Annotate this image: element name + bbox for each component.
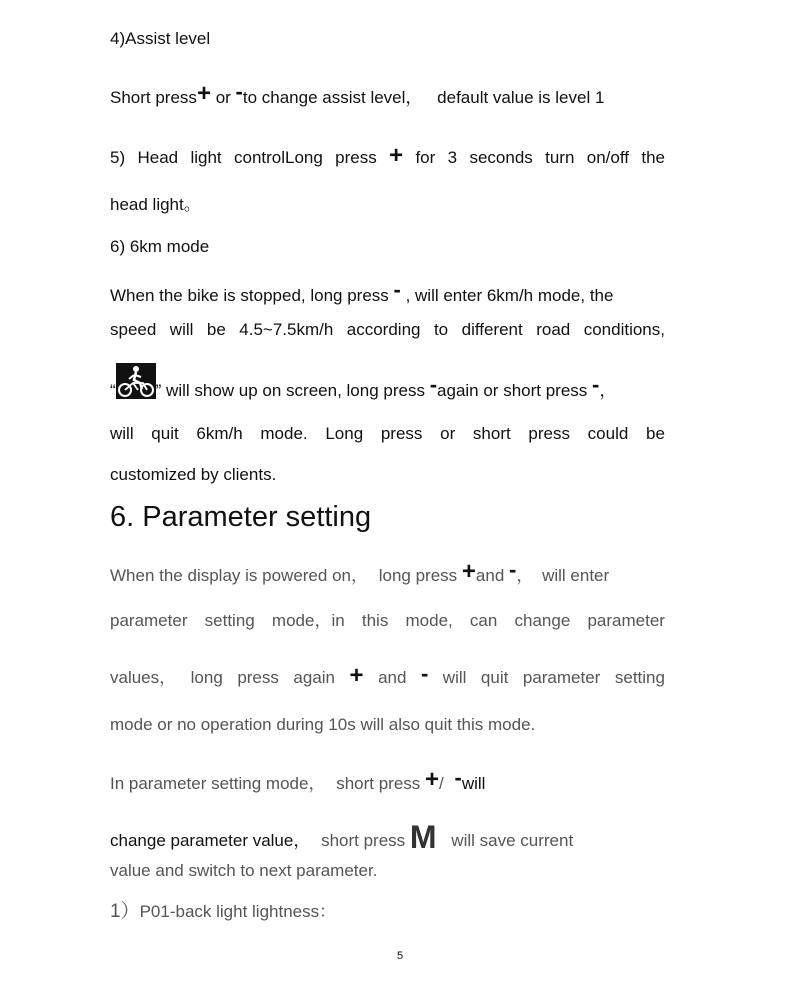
manual-page	[110, 0, 665, 1000]
word: will	[110, 424, 134, 443]
assist-text-1: Short press	[110, 88, 197, 107]
word: parameter	[587, 611, 665, 630]
sixkm-text: again or short press	[437, 381, 588, 400]
assist-level-text	[110, 79, 665, 109]
word: be	[646, 424, 665, 443]
minus-symbol: -	[429, 372, 438, 397]
word: Long	[325, 424, 364, 443]
sixkm-title: 6) 6km mode	[110, 237, 210, 256]
word: can	[469, 611, 498, 630]
param-line-6	[110, 819, 665, 855]
word: and	[378, 668, 407, 687]
word: this	[361, 611, 389, 630]
word: change	[514, 611, 571, 630]
minus-symbol: -	[420, 661, 429, 686]
p01-item	[110, 901, 665, 923]
word: Head	[137, 148, 179, 167]
open-quote: “	[110, 381, 116, 400]
param-line-3	[110, 661, 665, 689]
param-text: short press	[321, 831, 406, 850]
word: seconds	[469, 148, 533, 167]
word: controlLong	[233, 148, 323, 167]
fullwidth-comma: ，	[599, 381, 617, 400]
word: to	[433, 320, 449, 339]
assist-level-title: 4)Assist level	[110, 29, 211, 48]
plus-symbol: +	[389, 142, 404, 169]
word: press	[335, 148, 377, 167]
word: conditions,	[583, 320, 665, 339]
word: 4.5~7.5km/h	[239, 320, 334, 339]
parameter-setting-heading: 6. Parameter setting	[110, 501, 372, 533]
param-line-7: value and switch to next parameter.	[110, 861, 378, 880]
word: for	[415, 148, 436, 167]
word: press	[528, 424, 570, 443]
param-line-2	[110, 610, 665, 632]
page-number: 5	[396, 950, 404, 962]
param-line-1	[110, 557, 665, 587]
headlight-line-1	[110, 142, 665, 169]
walk-assist-bike-icon	[116, 379, 156, 405]
word: be	[206, 320, 226, 339]
word: light	[190, 148, 222, 167]
param-text: will enter	[542, 566, 610, 585]
assist-text-2: or	[215, 88, 231, 107]
headlight-line-2: head light。	[110, 195, 201, 214]
word: on/off	[586, 148, 629, 167]
word: setting	[614, 668, 665, 687]
word: could	[587, 424, 629, 443]
param-text: long press	[378, 566, 458, 585]
item-number: 1）	[110, 901, 140, 922]
fullwidth-comma: ，	[516, 566, 534, 585]
slash: /	[439, 774, 444, 793]
word: short	[472, 424, 511, 443]
word: parameter	[110, 611, 188, 630]
param-text: will save current	[451, 831, 574, 850]
word: setting	[204, 611, 255, 630]
param-text: and	[475, 566, 505, 585]
sixkm-text: When the bike is stopped, long press	[110, 286, 389, 305]
minus-symbol: -	[454, 765, 462, 790]
m-button-symbol: M	[409, 819, 437, 855]
word: according	[346, 320, 421, 339]
word: values，	[110, 668, 177, 687]
sixkm-text: , will enter 6km/h mode, the	[405, 286, 614, 305]
minus-symbol: -	[509, 557, 517, 582]
word: press	[237, 668, 279, 687]
minus-symbol: -	[592, 372, 600, 397]
sixkm-text: ” will show up on screen, long press	[155, 381, 425, 400]
param-line-5	[110, 765, 665, 795]
word: quit	[480, 668, 509, 687]
word: parameter	[522, 668, 601, 687]
word: turn	[545, 148, 575, 167]
word: or	[440, 424, 456, 443]
word: press	[380, 424, 423, 443]
word: 5)	[110, 148, 126, 167]
word: long	[190, 668, 223, 687]
word: road	[536, 320, 571, 339]
param-text: change parameter value，	[110, 831, 311, 850]
word: 3	[447, 148, 458, 167]
param-text: In parameter setting mode，	[110, 774, 326, 793]
param-line-4: mode or no operation during 10s will also quit this mode.	[110, 715, 536, 734]
sixkm-line-2	[110, 319, 665, 341]
word: will	[169, 320, 194, 339]
sixkm-line-3	[110, 372, 665, 405]
assist-text-4: default value is level 1	[437, 88, 605, 107]
assist-text-3: to change assist level，	[242, 88, 423, 107]
word: again	[293, 668, 336, 687]
item-label: P01-back light lightness：	[139, 902, 337, 921]
word: mode,	[405, 611, 453, 630]
plus-symbol: +	[425, 766, 440, 793]
minus-symbol: -	[235, 79, 243, 104]
plus-symbol: +	[196, 80, 211, 107]
plus-symbol: +	[461, 558, 476, 585]
word: the	[641, 148, 665, 167]
sixkm-line-4	[110, 423, 665, 445]
word: will	[442, 668, 467, 687]
word: quit	[151, 424, 179, 443]
word: speed	[110, 320, 157, 339]
param-text: When the display is powered on，	[110, 566, 368, 585]
sixkm-line-5: customized by clients.	[110, 465, 277, 484]
word: mode.	[260, 424, 308, 443]
plus-symbol: +	[349, 662, 364, 689]
param-text: will	[461, 774, 486, 793]
word: mode，in	[271, 611, 345, 630]
minus-symbol: -	[393, 277, 401, 302]
word: different	[461, 320, 523, 339]
sixkm-line-1	[110, 277, 665, 307]
word: 6km/h	[196, 424, 243, 443]
param-text: short press	[336, 774, 421, 793]
